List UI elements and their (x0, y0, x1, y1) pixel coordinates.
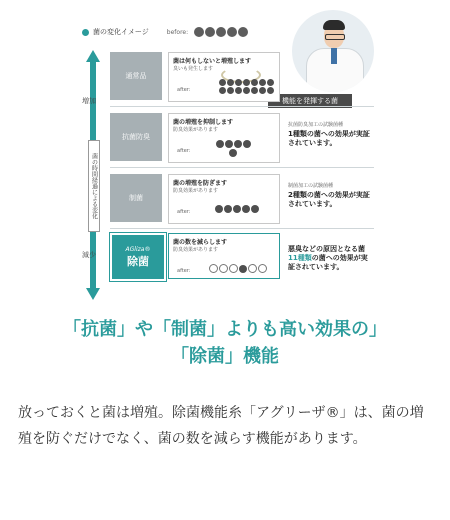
bacteria-icon (216, 27, 226, 37)
bacteria-icon (242, 205, 250, 213)
row-effect (288, 121, 374, 148)
legend-dot-icon (82, 29, 89, 36)
bacteria-balls (209, 264, 267, 273)
bacteria-icon (234, 140, 242, 148)
bacteria-balls (215, 205, 259, 213)
effect-text-a: 悪臭などの原因となる菌 (288, 245, 365, 253)
comparison-rows (110, 46, 374, 281)
row-effect (288, 243, 374, 271)
bacteria-icon (239, 265, 247, 273)
bacteria-icon (267, 87, 274, 94)
effect-text: 1種類の菌への効果が実証されています。 (288, 130, 370, 147)
bubble-subtext: 防臭効果があります (173, 188, 219, 194)
row-bubble (168, 52, 280, 102)
headline-line2: 「除菌」機能 (171, 346, 279, 367)
effect-text: 2種類の菌への効果が実証されています。 (288, 191, 370, 208)
effect-text-c: の菌への効果が実証されています。 (288, 253, 368, 271)
bacteria-icon (227, 87, 234, 94)
legend-bacteria-balls (194, 27, 248, 37)
row-normal (110, 46, 374, 107)
bacteria-icon (216, 140, 224, 148)
effect-text (288, 245, 374, 271)
bubble-subtext: 防臭効果があります (173, 247, 219, 253)
bubble-subtext: 臭いも発生します (173, 66, 214, 72)
row-effect (288, 182, 374, 209)
bacteria-icon (215, 205, 223, 213)
bacteria-icon (243, 140, 251, 148)
bacteria-icon (243, 87, 250, 94)
bacteria-icon (235, 79, 242, 86)
legend-title: 菌の変化イメージ (93, 28, 149, 36)
row-sterilization (110, 229, 374, 281)
after-label: after: (177, 87, 191, 93)
bubble-subtext: 防臭効果があります (173, 127, 219, 133)
after-label: after: (177, 268, 191, 274)
bacteria-icon (205, 27, 215, 37)
bacteria-icon (258, 264, 267, 273)
hair (323, 20, 345, 30)
bacteria-icon (219, 79, 226, 86)
bubble-text: 菌の増殖を抑制します (173, 119, 234, 126)
bacteria-balls (213, 140, 253, 157)
bacteria-balls (219, 79, 275, 94)
bacteria-icon (229, 264, 238, 273)
bubble-text: 菌の増殖を防ぎます (173, 180, 228, 187)
glasses-icon (325, 34, 345, 40)
bacteria-icon (243, 79, 250, 86)
row-label: 制菌 (110, 174, 162, 222)
after-label: after: (177, 148, 191, 154)
bacteria-icon (225, 140, 233, 148)
bacteria-icon (227, 79, 234, 86)
bacteria-icon (267, 79, 274, 86)
bacteria-icon (235, 87, 242, 94)
axis-increase-label: 増加 (82, 97, 96, 105)
row-label: 抗菌防臭 (110, 113, 162, 161)
bacteria-icon (233, 205, 241, 213)
headline-line1: 「抗菌」や「制菌」よりも高い効果の」 (63, 319, 387, 340)
row-label: 除菌 (127, 254, 149, 268)
bacteria-icon (194, 27, 204, 37)
bacteria-icon (251, 205, 259, 213)
legend (82, 26, 252, 38)
axis-time-label: 菌の時間経過による変化 (88, 140, 100, 232)
bacteria-icon (229, 149, 237, 157)
headline (0, 316, 450, 370)
bacteria-icon (248, 264, 257, 273)
effect-note: 制菌加工の試験菌種 (288, 183, 334, 189)
legend-before-label: before: (166, 28, 189, 36)
row-bubble (168, 113, 280, 163)
bacteria-icon (259, 87, 266, 94)
bacteria-icon (209, 264, 218, 273)
bacteria-icon (259, 79, 266, 86)
bacteria-icon (251, 79, 258, 86)
bacteria-infographic (82, 10, 374, 302)
brand-name: AGliza® (125, 245, 151, 253)
row-antibacterial (110, 107, 374, 168)
description: 放っておくと菌は増殖。除菌機能糸「アグリーザ®」は、菌の増殖を防ぐだけでなく、菌の数を減らす機能があります。 (18, 405, 424, 447)
effect-highlight: 11種類 (288, 253, 312, 262)
bubble-text: 菌は何もしないと増殖します (173, 58, 252, 65)
row-bubble (168, 174, 280, 224)
effect-note: 抗菌防臭加工の試験菌種 (288, 122, 344, 128)
row-bacteriostatic (110, 168, 374, 229)
bacteria-icon (251, 87, 258, 94)
after-label: after: (177, 209, 191, 215)
axis-decrease-label: 減少 (82, 251, 96, 259)
bacteria-icon (219, 264, 228, 273)
bubble-text: 菌の数を減らします (173, 239, 228, 246)
row-label-highlight (110, 233, 166, 281)
row-bubble (168, 233, 280, 279)
bacteria-icon (238, 27, 248, 37)
bacteria-icon (227, 27, 237, 37)
row-label: 通常品 (110, 52, 162, 100)
bacteria-icon (219, 87, 226, 94)
bacteria-icon (224, 205, 232, 213)
function-badge: 機能を発揮する菌 (268, 94, 352, 108)
